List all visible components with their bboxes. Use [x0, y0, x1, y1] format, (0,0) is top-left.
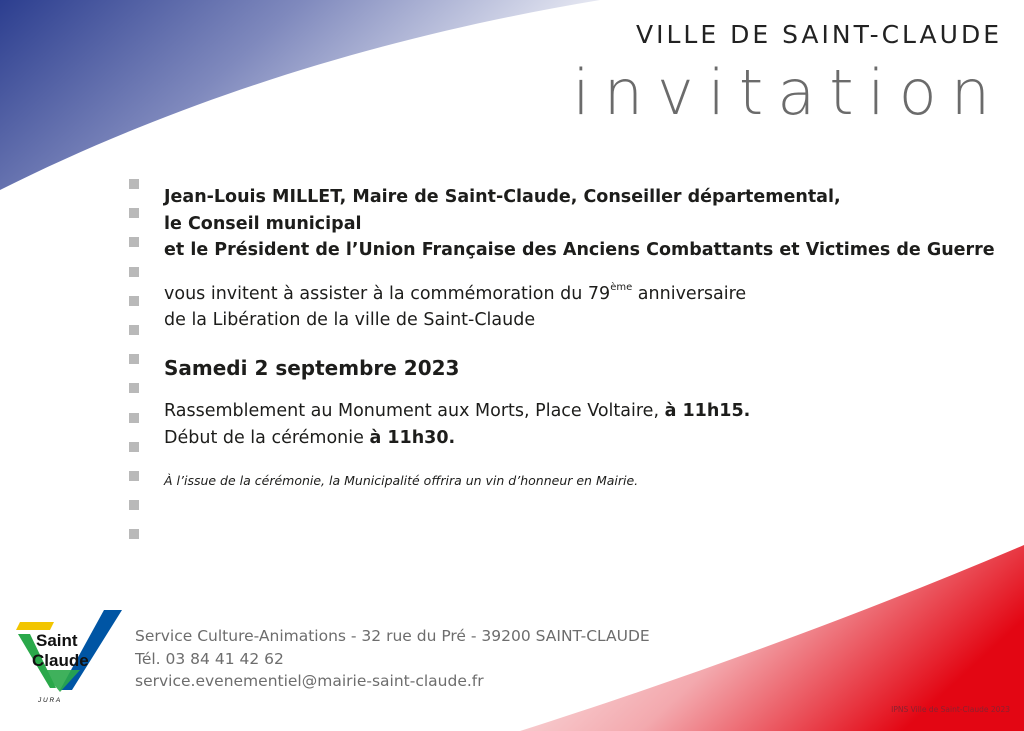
host-president: et le Président de l’Union Française des Anciens Combattants et Victimes de Guerre [164, 240, 995, 260]
host-mayor: Jean-Louis MILLET, Maire de Saint-Claude, Conseiller départemental, [164, 187, 841, 207]
invite-line-2: de la Libération de la ville de Saint-Claude [164, 310, 536, 330]
event-date: Samedi 2 septembre 2023 [164, 355, 460, 380]
invite-line-1-end: anniversaire [632, 283, 747, 304]
bullet-square [129, 413, 139, 423]
invite-text [164, 281, 1014, 334]
gathering-text: Rassemblement au Monument aux Morts, Place Voltaire, [164, 400, 665, 421]
bullet-square [129, 442, 139, 452]
ordinal-suffix: ème [610, 281, 633, 293]
footer-address: Service Culture-Animations - 32 rue du Pré - 39200 SAINT-CLAUDE [135, 627, 650, 645]
bullet-square [129, 237, 139, 247]
ceremony-line [164, 425, 1014, 452]
invite-line-1-start: vous invitent à assister à la commémoration du 79 [164, 283, 611, 304]
logo-text-claude: Claude [32, 651, 89, 670]
print-credit: IPNS Ville de Saint-Claude 2023 [891, 705, 1010, 714]
bullet-square [129, 267, 139, 277]
host-council: le Conseil municipal [164, 213, 362, 234]
invitation-title: invitation [572, 56, 1004, 129]
hosts-block [164, 184, 1014, 264]
bullet-square [129, 529, 139, 539]
blue-swoosh [0, 0, 600, 190]
bullet-square [129, 500, 139, 510]
bullet-square [129, 208, 139, 218]
ceremony-text: Début de la cérémonie [164, 427, 370, 448]
logo-text-saint: Saint [36, 631, 78, 650]
invitation-body [164, 184, 1014, 488]
bullet-square [129, 471, 139, 481]
footer-email[interactable]: service.evenementiel@mairie-saint-claude.fr [135, 672, 484, 690]
ceremony-time: à 11h30. [369, 427, 456, 448]
logo-yellow-band [16, 622, 54, 630]
logo-text-jura: J U R A [38, 697, 61, 704]
reception-note: À l’issue de la cérémonie, la Municipalité offrira un vin d’honneur en Mairie. [164, 472, 639, 488]
bullet-square [129, 296, 139, 306]
bullet-square [129, 354, 139, 364]
schedule-block [164, 398, 1014, 452]
contact-footer [135, 625, 650, 693]
footer-phone: Tél. 03 84 41 42 62 [135, 649, 284, 668]
bullet-column [129, 179, 141, 558]
saint-claude-logo [16, 608, 126, 704]
city-name: VILLE DE SAINT-CLAUDE [636, 20, 1002, 49]
bullet-square [129, 179, 139, 189]
gathering-time: à 11h15. [664, 400, 751, 421]
bullet-square [129, 325, 139, 335]
invite-line-1 [164, 281, 1014, 308]
bullet-square [129, 383, 139, 393]
gathering-line [164, 398, 1014, 425]
